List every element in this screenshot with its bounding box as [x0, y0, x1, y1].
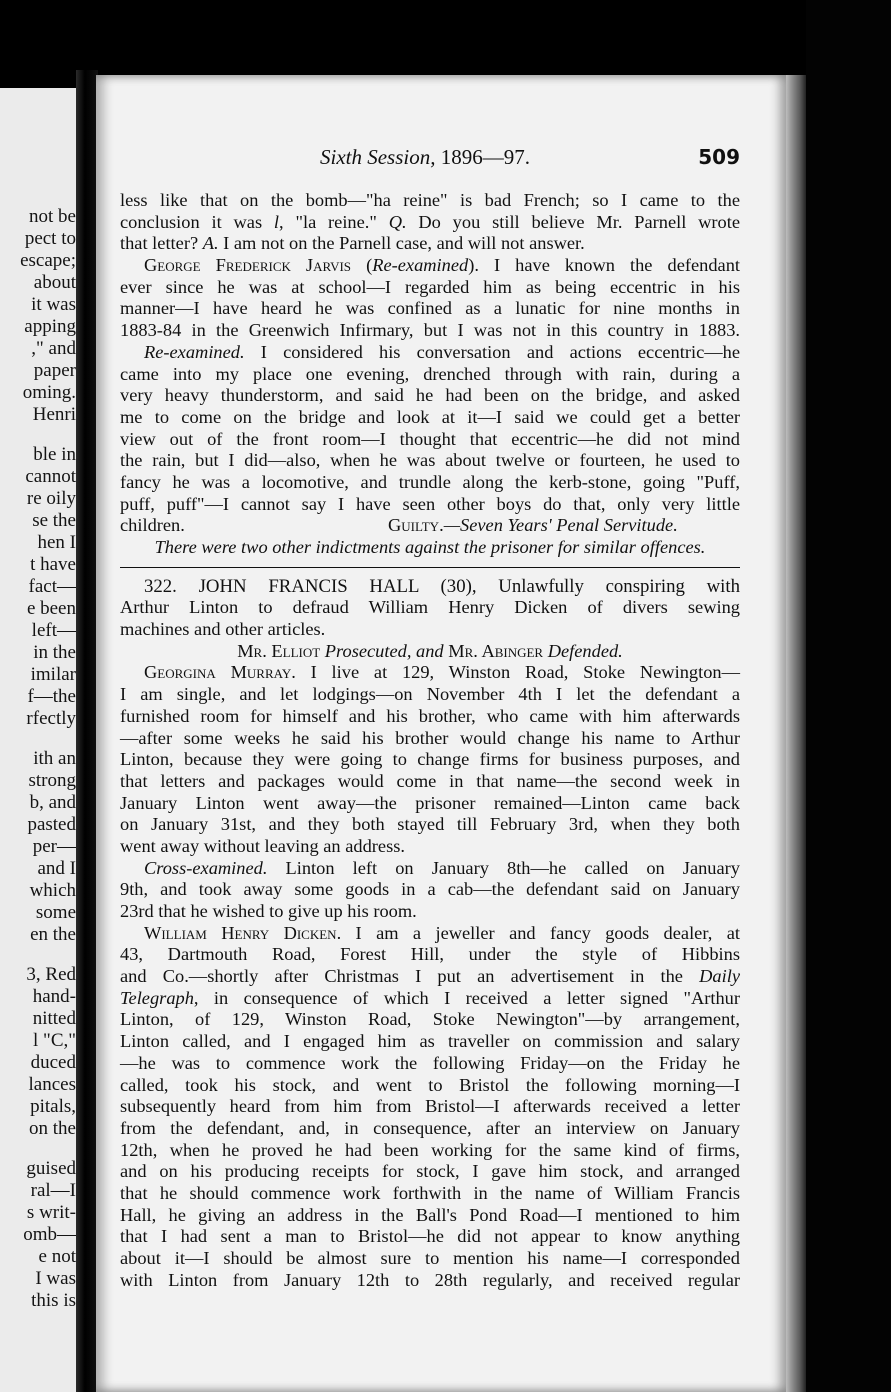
session-years: 1896—97.: [440, 145, 530, 169]
witness-paragraph-jarvis: George Frederick Jarvis (Re-examined). I have known the defendant: [144, 255, 740, 276]
text-line: Cross-examined. Linton left on January 8th—he called on January: [144, 857, 740, 878]
page-number: 509: [698, 145, 740, 169]
scan-background-right: [806, 0, 891, 1392]
left-page-fragment: lances: [28, 1074, 76, 1095]
left-page-fragment: e been: [26, 598, 76, 619]
text-line: that letters and packages would come in that name—the second week in: [120, 770, 740, 791]
left-page-fragment: per—: [32, 836, 76, 857]
sentence: —Seven Years' Penal Servitude.: [443, 515, 678, 536]
left-page-fragment: pitals,: [30, 1096, 76, 1117]
left-page-fragment: se the: [32, 510, 76, 531]
text-line: —after some weeks he said his brother would change his name to Arthur: [120, 727, 740, 748]
left-page-fragment: s writ-: [26, 1202, 76, 1223]
left-page-fragment: which: [29, 880, 76, 901]
text-line: Arthur Linton to defraud William Henry Dicken of divers sewing: [120, 597, 740, 618]
text-line: fancy he was a locomotive, and trundle along the kerb-stone, going "Puff,: [120, 471, 740, 492]
text-line: Linton called, and I engaged him as traveller on commission and salary: [120, 1031, 740, 1052]
note-line: There were two other indictments against the prisoner for similar offences.: [154, 537, 706, 557]
left-page-fragment: paper: [33, 360, 76, 381]
text-line: Re-examined. I considered his conversation and actions eccentric—he: [144, 341, 740, 362]
text-line: subsequently heard from him from Bristol—I afterwards received a letter: [120, 1096, 740, 1117]
text-line: conclusion it was l, "la reine." Q. Do you still believe Mr. Parnell wrote: [120, 211, 741, 232]
text-line: —he was to commence work the following Friday—on the Friday he: [120, 1052, 740, 1073]
left-page-fragment: oming.: [22, 382, 76, 403]
text-line: 9th, and took away some goods in a cab—the defendant said on January: [120, 879, 740, 900]
text-line: and on his producing receipts for stock, I gave him stock, and arranged: [120, 1161, 740, 1182]
left-page-fragment: not be: [29, 206, 76, 227]
text-line: Linton, of 129, Winston Road, Stoke Newington"—by arrangement,: [120, 1009, 740, 1030]
text-line: manner—I have heard he was confined as a lunatic for nine months in: [120, 298, 740, 319]
left-page-fragment: ith an: [33, 748, 76, 769]
text-line: 43, Dartmouth Road, Forest Hill, under the style of Hibbins: [120, 944, 740, 965]
text-line: furnished room for himself and his brother, who came with him afterwards: [120, 705, 740, 726]
case-title: 322. JOHN FRANCIS HALL: [144, 575, 419, 597]
left-page-fragment: nitted: [32, 1008, 76, 1029]
text-line: that he should commence work forthwith in the name of William Francis: [120, 1182, 740, 1203]
left-page-fragment: f—the: [27, 686, 76, 707]
text-line: Hall, he giving an address in the Ball's Pond Road—I mentioned to him: [120, 1204, 740, 1225]
text-line: January Linton went away—the prisoner remained—Linton came back: [120, 792, 740, 813]
left-page-fragment: and I: [37, 858, 76, 879]
left-page-fragment: this is: [31, 1290, 76, 1311]
text-line: with Linton from January 12th to 28th regularly, and received regular: [120, 1269, 740, 1290]
text-line: very heavy thunderstorm, and said he had been on the bridge, and asked: [120, 385, 740, 406]
left-page-fragment: cannot: [25, 466, 76, 487]
left-page-fragment: ," and: [31, 338, 76, 359]
left-page-fragment: hand-: [32, 986, 76, 1007]
text-line: view out of the front room—I thought that eccentric—he did not mind: [120, 428, 740, 449]
left-page-fragment: about: [33, 272, 76, 293]
text-line: puff, puff"—I cannot say I have seen other boys do that, only very little: [120, 493, 740, 514]
left-page-fragment: l "C,": [33, 1030, 76, 1051]
text-line: went away without leaving an address.: [120, 835, 405, 856]
page-edge: [786, 75, 806, 1392]
left-page-fragment: fact—: [28, 576, 76, 597]
text-line: called, took his stock, and went to Bristol the following morning—I: [120, 1074, 740, 1095]
text-line: Telegraph, in consequence of which I received a letter signed "Arthur: [120, 987, 740, 1008]
text-line: 1883-84 in the Greenwich Infirmary, but I was not in this country in 1883.: [120, 320, 740, 341]
left-page-fragment: pasted: [27, 814, 76, 835]
text-line: on January 31st, and they both stayed till February 3rd, when they both: [120, 814, 740, 835]
text-line: ever since he was at school—I regarded him as being eccentric in his: [120, 276, 740, 297]
left-page-fragment: strong: [28, 770, 76, 791]
text-line: machines and other articles.: [120, 619, 326, 640]
text-line: and Co.—shortly after Christmas I put an advertisement in the Daily: [120, 966, 740, 987]
text-line: that I had sent a man to Bristol—he did not appear to know anything: [120, 1226, 740, 1247]
left-page-fragment: rfectly: [26, 708, 76, 729]
text-line: 12th, when he proved he had been working for the same kind of firms,: [120, 1139, 740, 1160]
text-line: that letter? A. I am not on the Parnell case, and will not answer.: [120, 233, 585, 254]
text-line: from the defendant, and, in consequence, after an interview on January: [120, 1117, 740, 1138]
left-page-fragment: omb—: [23, 1224, 76, 1245]
left-page-fragment: escape;: [20, 250, 76, 271]
left-page-fragment: b, and: [29, 792, 76, 813]
left-page-fragment: pect to: [24, 228, 76, 249]
left-page-fragment: on the: [29, 1118, 76, 1139]
text-line: about it—I should be almost sure to mention his name—I corresponded: [120, 1248, 740, 1268]
witness-paragraph-dicken: William Henry Dicken. I am a jeweller and fancy goods dealer, at: [144, 922, 740, 943]
left-page-fragment: en the: [30, 924, 76, 945]
case-heading: 322. JOHN FRANCIS HALL (30), Unlawfully conspiring with: [144, 575, 740, 597]
left-page-fragment: e not: [38, 1246, 76, 1267]
left-page-fragment: in the: [33, 642, 76, 663]
left-page-fragment: apping: [24, 316, 76, 337]
text-line: less like that on the bomb—"ha reine" is bad French; so I came to the: [120, 190, 740, 210]
left-page-fragment: re oily: [26, 488, 76, 509]
text-line: Linton, because they were going to change firms for business purposes, and: [120, 749, 740, 770]
witness-paragraph-murray: Georgina Murray. I live at 129, Winston Road, Stoke Newington—: [144, 662, 740, 683]
running-head: [120, 145, 740, 173]
witness-name: William Henry Dicken.: [144, 922, 342, 943]
left-page-fragment: duced: [30, 1052, 76, 1073]
text-line: came into my place one evening, drenched through with rain, during a: [120, 363, 740, 384]
left-page-fragment: Henri: [32, 404, 76, 425]
witness-name: Georgina Murray.: [144, 662, 296, 683]
left-page-fragment: t have: [30, 554, 76, 575]
text-line: me to come on the bridge and look at it—I said we could get a better: [120, 406, 740, 427]
page-body: [120, 190, 740, 1291]
left-page-fragment: left—: [31, 620, 76, 641]
left-page-fragment: ral—I: [30, 1180, 76, 1201]
left-page-fragment: imilar: [30, 664, 76, 685]
left-page-fragment: hen I: [37, 532, 76, 553]
verdict-line: children. Guilty.—Seven Years' Penal Servitude.: [120, 515, 678, 536]
left-page-fragment: guised: [26, 1158, 76, 1179]
left-page-fragment: some: [35, 902, 76, 923]
text-line: the rain, but I did—also, when he was about twelve or fourteen, he used to: [120, 450, 740, 471]
left-page-fragment: ble in: [33, 444, 76, 465]
text-line: I am single, and let lodgings—on November 4th I let the defendant a: [120, 684, 740, 705]
left-page-fragment: 3, Red: [26, 964, 76, 985]
scan-background-top: [0, 0, 891, 75]
left-page-fragment: I was: [35, 1268, 76, 1289]
case-divider: [120, 567, 740, 568]
witness-name: George Frederick Jarvis: [144, 255, 352, 276]
session-title: Sixth Session, 1896—97.: [320, 145, 530, 169]
counsel-line: Mr. Elliot Prosecuted, and Mr. Abinger Defended.: [237, 640, 623, 661]
left-facing-page: [0, 88, 82, 1392]
book-gutter: [76, 70, 98, 1392]
text-line: 23rd that he wished to give up his room.: [120, 901, 417, 921]
verdict: Guilty.: [388, 515, 444, 536]
left-page-fragment: it was: [31, 294, 76, 315]
